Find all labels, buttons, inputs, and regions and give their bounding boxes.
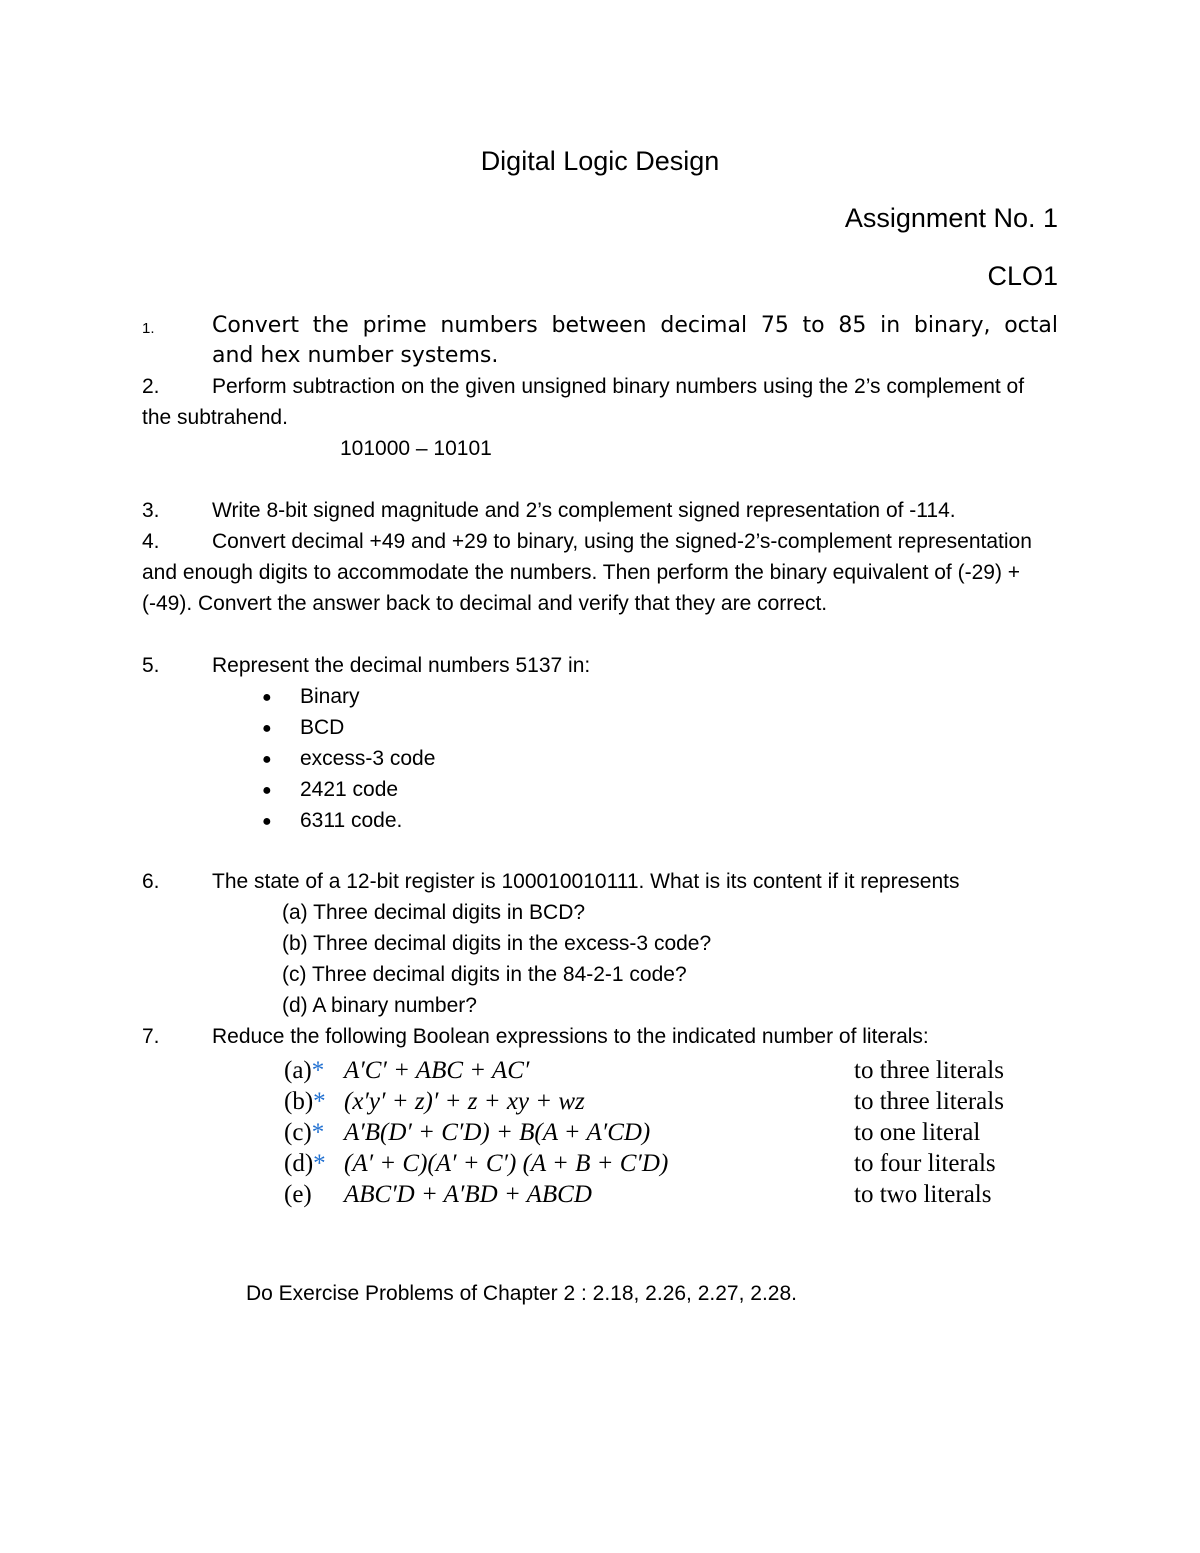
bullet-icon: ● [262, 782, 272, 799]
question-2-expression: 101000 – 10101 [340, 437, 492, 460]
question-2-line-2: the subtrahend. [142, 406, 288, 429]
clo-label: CLO1 [987, 261, 1058, 291]
expression-d-target: to four literals [854, 1150, 996, 1177]
question-6-part-d: (d) A binary number? [282, 994, 477, 1017]
question-6-part-b: (b) Three decimal digits in the excess-3 code? [282, 932, 712, 955]
expression-row: (b)* [284, 1088, 326, 1115]
question-2-line-1: Perform subtraction on the given unsigned binary numbers using the 2’s complement of [212, 375, 1025, 398]
expression-e: ABC′D + A′BD + ABCD [344, 1181, 592, 1208]
expression-a-target: to three literals [854, 1057, 1004, 1084]
document-title: Digital Logic Design [480, 146, 720, 176]
question-4-line-3: (-49). Convert the answer back to decimal and verify that they are correct. [142, 592, 828, 615]
expression-row: (e) [284, 1181, 312, 1208]
star-icon: * [311, 1057, 325, 1084]
question-5-text: Represent the decimal numbers 5137 in: [212, 654, 591, 677]
expression-b-target: to three literals [854, 1088, 1004, 1115]
question-6-part-a: (a) Three decimal digits in BCD? [282, 901, 586, 924]
question-4-number: 4. [142, 530, 160, 553]
question-1-line-1: Convert the prime numbers between decimal 75 to 85 in binary, octal [212, 313, 1058, 338]
expression-row: (a)* [284, 1057, 325, 1084]
question-6-part-c: (c) Three decimal digits in the 84-2-1 code? [282, 963, 687, 986]
bullet-icon: ● [262, 813, 272, 830]
expression-e-target: to two literals [854, 1181, 992, 1208]
exercise-note: Do Exercise Problems of Chapter 2 : 2.18, 2.26, 2.27, 2.28. [246, 1282, 797, 1305]
expression-c-target: to one literal [854, 1119, 981, 1146]
bullet-icon: ● [262, 689, 272, 706]
question-6-text: The state of a 12-bit register is 100010010111. What is its content if it represents [212, 870, 960, 893]
question-4-line-2: and enough digits to accommodate the numbers. Then perform the binary equivalent of (-29) + [142, 561, 1021, 584]
star-icon: * [313, 1150, 326, 1177]
question-1-line-2: and hex number systems. [212, 343, 499, 368]
bullet-icon: ● [262, 720, 272, 737]
question-4-line-1: Convert decimal +49 and +29 to binary, using the signed-2’s-complement representation [212, 530, 1032, 553]
expression-row: (c)* [284, 1119, 325, 1146]
expression-row: (d)* [284, 1150, 326, 1177]
question-3-text: Write 8-bit signed magnitude and 2’s complement signed representation of -114. [212, 499, 956, 522]
question-2-number: 2. [142, 375, 160, 398]
expression-a: A′C′ + ABC + AC′ [344, 1057, 530, 1084]
expression-c: A′B(D′ + C′D) + B(A + A′CD) [344, 1119, 651, 1146]
expression-b: (x′y′ + z)′ + z + xy + wz [344, 1088, 585, 1115]
bullet-icon: ● [262, 751, 272, 768]
assignment-number: Assignment No. 1 [844, 203, 1058, 233]
expression-d: (A′ + C)(A′ + C′) (A + B + C′D) [344, 1150, 669, 1177]
question-7-text: Reduce the following Boolean expressions to the indicated number of literals: [212, 1025, 929, 1048]
question-1-number: 1. [142, 320, 155, 337]
question-7-number: 7. [142, 1025, 160, 1048]
star-icon: * [311, 1119, 325, 1146]
question-5-number: 5. [142, 654, 160, 677]
question-3-number: 3. [142, 499, 160, 522]
question-6-number: 6. [142, 870, 160, 893]
star-icon: * [313, 1088, 326, 1115]
